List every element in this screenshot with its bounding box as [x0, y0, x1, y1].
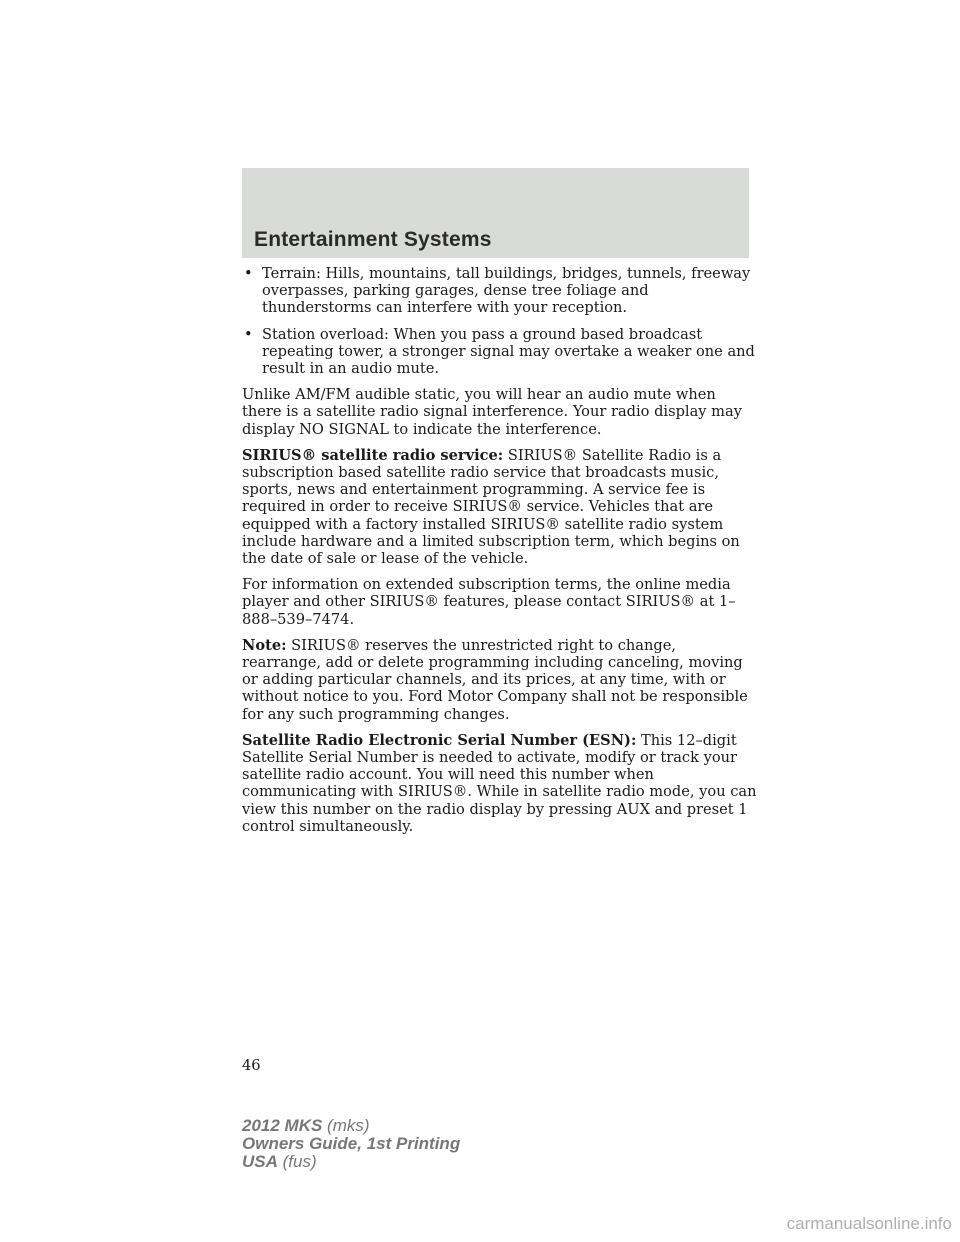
footer-line-edition: Owners Guide, 1st Printing: [242, 1134, 461, 1153]
page-content: [242, 265, 757, 844]
paragraph-audio-mute: Unlike AM/FM audible static, you will hear an audio mute when there is a satellite radio signal interference. Your radio display may display NO SIGNAL to indicate the interference.: [242, 386, 742, 438]
footer-market-code: (fus): [277, 1152, 317, 1171]
note-body: SIRIUS® reserves the unrestricted right to change, rearrange, add or delete programming including canceling, moving or adding particular channels, and its prices, at any time, with or without notice to you. Ford Motor Company shall not be responsible for any such programming changes.: [242, 636, 748, 723]
paragraph-sirius-service: [242, 447, 757, 567]
document-footer: [242, 1117, 460, 1171]
bullet-symbol: •: [244, 265, 253, 282]
footer-model: 2012 MKS: [242, 1116, 323, 1135]
bullet-text: Station overload: When you pass a ground based broadcast repeating tower, a stronger signal may overtake a weaker one and result in an audio mute.: [262, 325, 755, 378]
page-number: 46: [242, 1057, 261, 1074]
paragraph-subscription-info: For information on extended subscription terms, the online media player and other SIRIUS® features, please contact SIRIUS® at 1–888–539–7474.: [242, 576, 736, 628]
footer-model-code: (mks): [322, 1116, 370, 1135]
section-header-band: [242, 168, 749, 258]
bullet-symbol: •: [244, 325, 253, 343]
esn-heading: Satellite Radio Electronic Serial Number (ESN):: [242, 731, 637, 749]
paragraph-note: [242, 637, 757, 723]
footer-market: USA: [242, 1152, 278, 1171]
section-title: Entertainment Systems: [254, 228, 492, 251]
watermark-text: carmanualsonline.info: [786, 1214, 952, 1233]
paragraph-esn: [242, 732, 757, 835]
note-heading: Note:: [242, 636, 287, 654]
bullet-item-station-overload: [242, 326, 757, 378]
bullet-text: Terrain: Hills, mountains, tall buildings, bridges, tunnels, freeway overpasses, parking garages, dense tree foliage and thunderstorms can interfere with your reception.: [262, 265, 751, 317]
bullet-item-terrain: [242, 265, 757, 317]
footer-line-model: [242, 1117, 460, 1135]
paragraph-body: SIRIUS® Satellite Radio is a subscription based satellite radio service that broadcasts music, sports, news and entertainment programming. A service fee is required in order to receive SIRIUS® service. Vehicles that are equipped with a factory installed SIRIUS® satellite radio system include hardware and a limited subscription term, which begins on the date of sale or lease of the vehicle.: [242, 446, 740, 568]
footer-line-market: [242, 1153, 460, 1171]
paragraph-heading: SIRIUS® satellite radio service:: [242, 446, 504, 464]
esn-body: This 12–digit Satellite Serial Number is needed to activate, modify or track your satellite radio account. You will need this number when communicating with SIRIUS®. While in satellite radio mode, you can view this number on the radio display by pressing AUX and preset 1 control simultaneously.: [242, 731, 757, 835]
